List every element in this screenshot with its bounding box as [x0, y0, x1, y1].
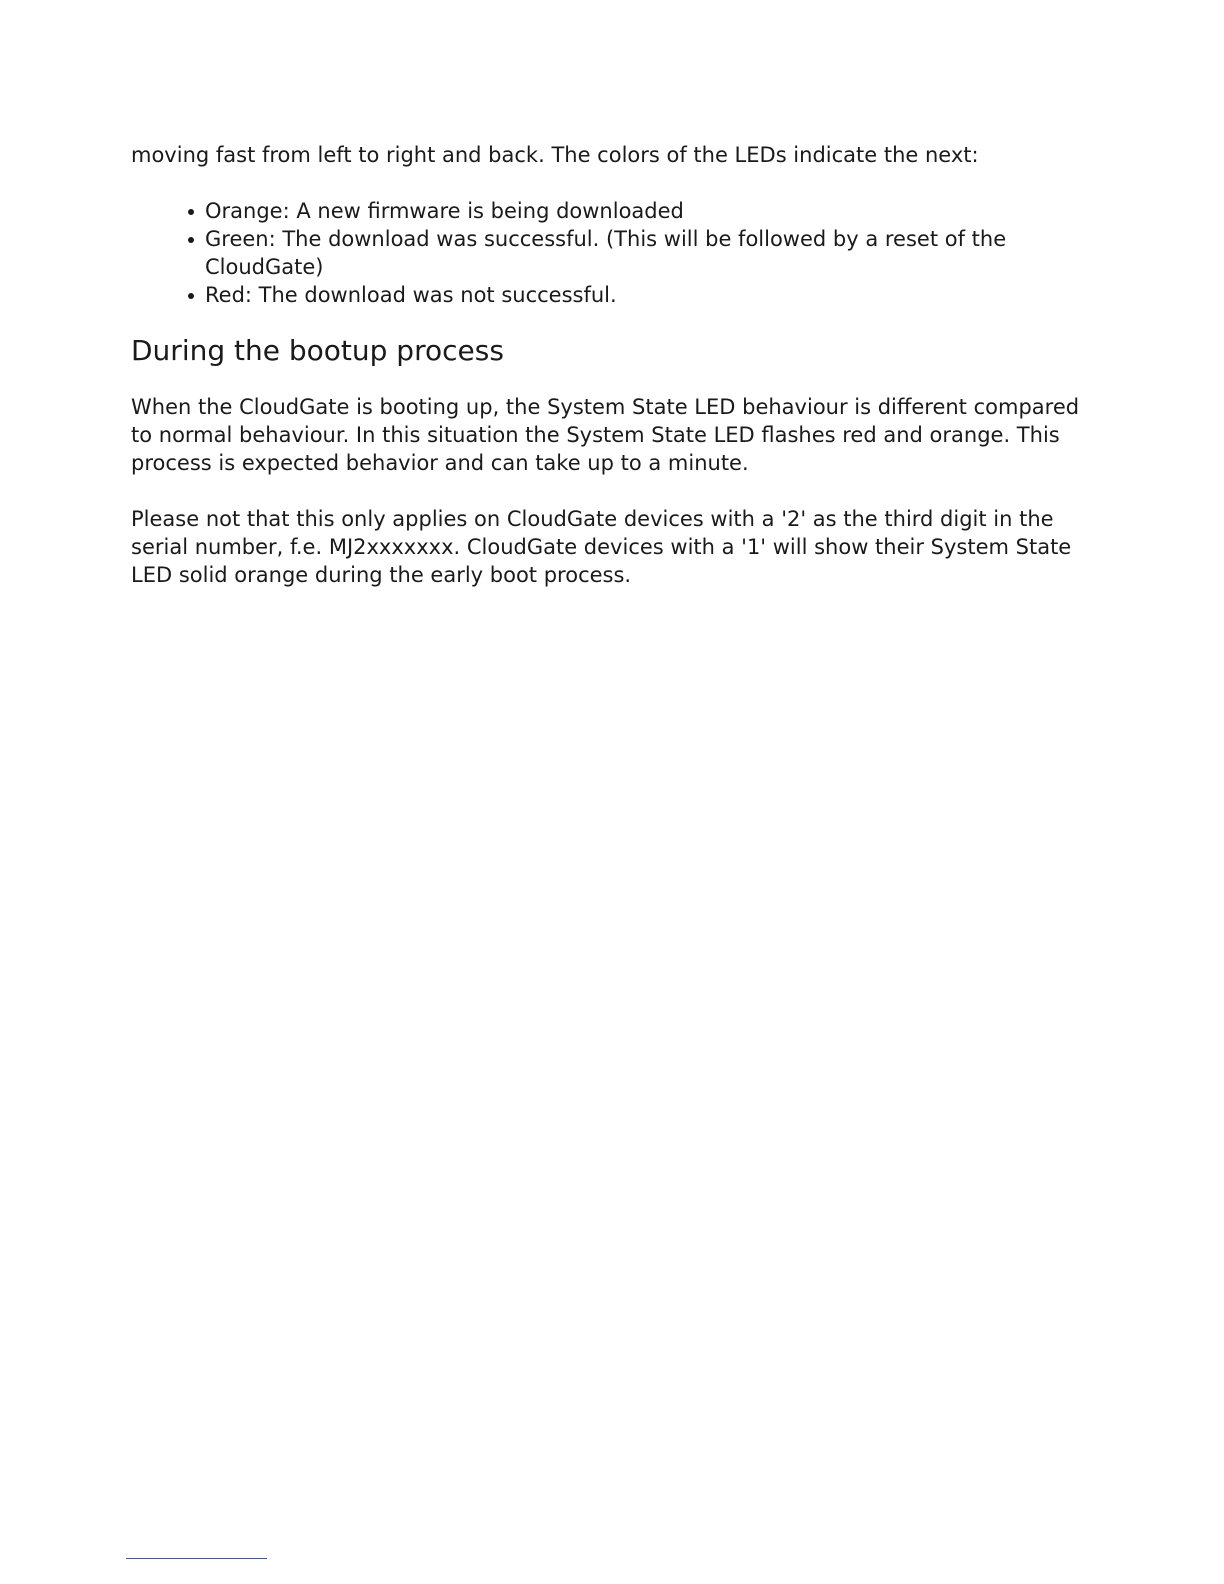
- list-item-orange: Orange: A new firmware is being downloaded: [205, 197, 1081, 225]
- serial-note-paragraph: Please not that this only applies on CloudGate devices with a '2' as the third digit in the serial number, f.e. MJ2xxxxxxx. CloudGate devices with a '1' will show their System State LED solid orange during the early boot process.: [131, 507, 1072, 587]
- bootup-paragraph: When the CloudGate is booting up, the System State LED behaviour is different compared to normal behaviour. In this situation the System State LED flashes red and orange. This process is expected behavior and can take up to a minute.: [131, 395, 1080, 475]
- document-page: [131, 141, 1081, 617]
- led-color-list: [131, 197, 1081, 309]
- list-item-red: Red: The download was not successful.: [205, 281, 1081, 309]
- intro-text: moving fast from left to right and back. The colors of the LEDs indicate the next:: [131, 143, 979, 167]
- section-heading: During the bootup process: [131, 334, 504, 367]
- list-item-green: Green: The download was successful. (This will be followed by a reset of the CloudGate): [205, 225, 1081, 281]
- footnote-separator: [126, 1558, 267, 1559]
